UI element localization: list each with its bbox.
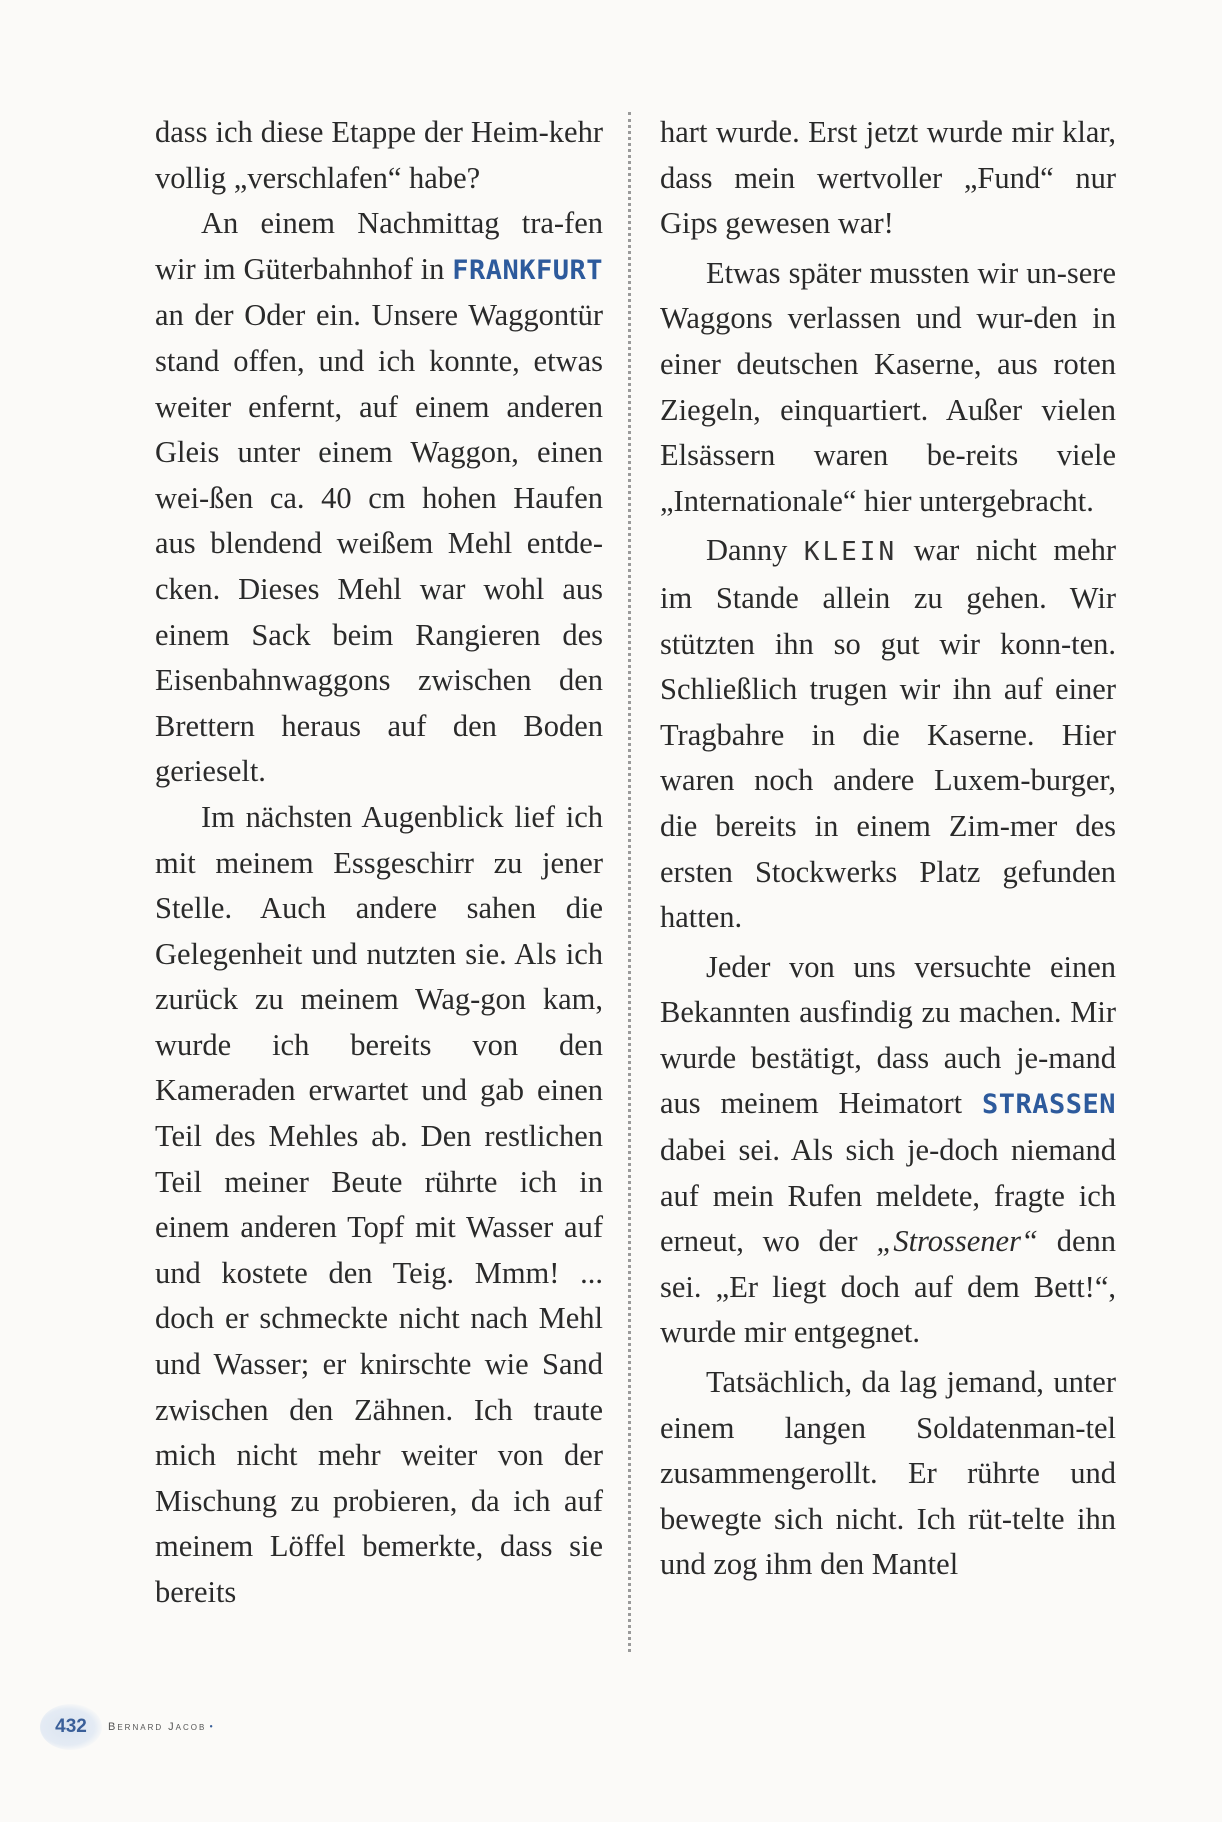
paragraph [660,528,1116,940]
paragraph [155,201,603,795]
page-number-badge [40,1704,102,1750]
text-run: Danny [706,533,804,568]
place-name-strassen: STRASSEN [981,1089,1116,1121]
text-run: an der Oder ein. Unsere Waggontür stand offen, und ich konnte, etwas weiter enfernt, auf einem anderen Gleis unter einem Waggon, einen wei-ßen ca. 40 cm hohen Haufen aus blendend weißem Mehl entde-cken. Dieses Mehl war wohl aus einem Sack beim Rangieren des Eisenbahnwaggons zwischen den Brettern heraus auf den Boden gerieselt. [155,298,603,789]
page-number: 432 [55,1716,87,1737]
paragraph: Im nächsten Augenblick lief ich mit meinem Essgeschirr zu jener Stelle. Auch andere sahen die Gelegenheit und nutzten sie. Als ich zurück zu meinem Wag-gon kam, wurde ich bereits von den Kameraden erwartet und gab einen Teil des Mehles ab. Den restlichen Teil meiner Beute rührte ich in einem anderen Topf mit Wasser auf und kostete den Teig. Mmm! ... doch er schmeckte nicht nach Mehl und Wasser; er knirschte wie Sand zwischen den Zähnen. Ich traute mich nicht mehr weiter von der Mischung zu probieren, da ich auf meinem Löffel bemerkte, dass sie bereits [155,799,603,1609]
paragraph: dass ich diese Etappe der Heim-kehr vollig „verschlafen“ habe? [155,115,603,195]
place-name-frankfurt: FRANKFURT [452,254,603,286]
surname-klein: KLEIN [803,537,898,568]
left-column [155,110,603,1616]
column-divider [628,112,631,1652]
text-run: Jeder von uns versuchte einen Bekannten ausfindig zu machen. Mir wurde bestätigt, dass auch je-mand aus meinem Heimatort [660,949,1116,1121]
text-run: An einem Nachmittag tra-fen wir im Güterbahnhof in [155,206,603,286]
text-run: war nicht mehr im Stande allein zu gehen. Wir stützten ihn so gut wir konn-ten. Schließlich trugen wir ihn auf einer Tragbahre in die Kaserne. Hier waren noch andere Luxem-burger, die bereits in einem Zim-mer des ersten Stockwerks Platz gefunden hatten. [660,533,1116,935]
paragraph [660,945,1116,1356]
bullet-icon: • [209,1721,213,1733]
paragraph: Etwas später mussten wir un-sere Waggons verlassen und wur-den in einer deutschen Kaserne, aus roten Ziegeln, einquartiert. Außer vielen Elsässern waren be-reits viele „Internationale“ hier untergebracht. [660,255,1116,518]
paragraph: hart wurde. Erst jetzt wurde mir klar, dass mein wertvoller „Fund“ nur Gips gewesen war! [660,115,1116,241]
page-footer [40,1702,213,1752]
running-head: Bernard Jacob [108,1721,207,1733]
paragraph: Tatsächlich, da lag jemand, unter einem langen Soldatenman-tel zusammengerollt. Er rührte und bewegte sich nicht. Ich rüt-telte ihn und zog ihm den Mantel [660,1365,1116,1582]
text-run: denn sei. „Er liegt doch auf dem Bett!“, wurde mir entgegnet. [660,1224,1116,1350]
right-column [660,110,1116,1588]
italic-quote: „Strossener“ [876,1224,1038,1259]
text-run: dabei sei. Als sich je-doch niemand auf mein Rufen meldete, fragte ich erneut, wo der [660,1133,1116,1259]
